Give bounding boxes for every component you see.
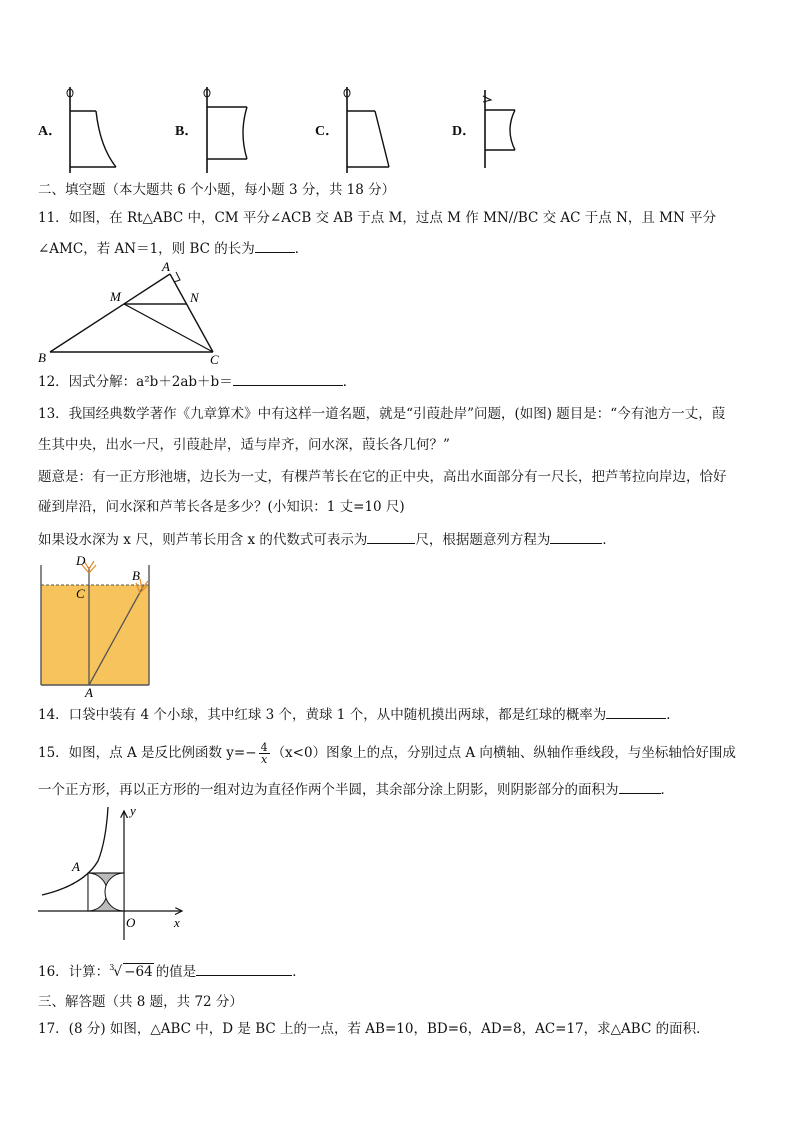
q15-line1 xyxy=(38,742,736,765)
q13-pond-figure xyxy=(36,553,156,700)
q15-answer-blank[interactable] xyxy=(619,779,661,794)
q13-answer-blank-2[interactable] xyxy=(550,529,602,544)
q15-label-a: A xyxy=(72,859,80,874)
radical-sign-icon: √ xyxy=(113,964,123,980)
q13-line5b: 尺，根据题意列方程为 xyxy=(415,532,551,548)
q11-label-c: C xyxy=(210,352,219,367)
q12 xyxy=(38,371,356,392)
q13-line1: 13．我国经典数学著作《九章算术》中有这样一道名题，就是“引葭赴岸”问题，(如图) 题目是：“今有池方一丈，葭 xyxy=(38,406,726,422)
q15-label-y: y xyxy=(130,803,136,818)
option-c-label: C． xyxy=(315,124,340,139)
q16-end: ． xyxy=(292,964,306,980)
q16-text2: 的值是 xyxy=(155,964,197,980)
q13-line4: 碰到岸沿，问水深和芦苇长各是多少？(小知识：1 丈=10 尺) xyxy=(38,499,405,515)
q13-line2: 生其中央，出水一尺，引葭赴岸，适与岸齐，问水深，葭长各几何？” xyxy=(38,437,450,453)
q15-label-x: x xyxy=(174,915,180,930)
q15-end: ． xyxy=(660,782,674,798)
q16-radicand: −64 xyxy=(124,964,153,980)
option-b-figure xyxy=(195,85,265,175)
q13-label-d: D xyxy=(76,553,86,568)
q11-triangle-figure xyxy=(38,259,238,368)
q14-text: 14．口袋中装有 4 个小球，其中红球 3 个，黄球 1 个，从中随机摸出两球，都是红球的概率为 xyxy=(38,707,607,723)
q15-graph-figure xyxy=(36,805,196,945)
q15-frac-num: 4 xyxy=(260,741,268,754)
q14 xyxy=(38,704,680,725)
q15-line2 xyxy=(38,779,674,800)
q11-label-b: B xyxy=(38,350,46,365)
q17-text: 17．(8 分) 如图，△ABC 中，D 是 BC 上的一点，若 AB=10，BD=6，AD=8，AC=17，求△ABC 的面积． xyxy=(38,1021,710,1037)
q15-frac-den: x xyxy=(260,753,268,766)
q16-text: 16．计算： xyxy=(38,964,110,980)
q11-label-m: M xyxy=(110,289,121,304)
option-a-figure xyxy=(58,85,128,175)
q16 xyxy=(38,961,306,982)
option-c-figure xyxy=(335,85,405,175)
option-a-label: A． xyxy=(38,124,63,139)
q15-label-o: O xyxy=(126,915,136,930)
q15-line1b: （x<0）图象上的点，分别过点 A 向横轴、纵轴作垂线段，与坐标轴恰好围成 xyxy=(271,745,736,761)
option-b-label: B． xyxy=(175,124,199,139)
section-2-title: 二、填空题（本大题共 6 个小题，每小题 3 分，共 18 分） xyxy=(38,182,396,198)
q13-line5a: 如果设水深为 x 尺，则芦苇长用含 x 的代数式可表示为 xyxy=(38,532,368,548)
q12-answer-blank[interactable] xyxy=(233,371,343,386)
q15-fraction xyxy=(259,742,270,765)
q15-line1a: 15．如图，点 A 是反比例函数 y=− xyxy=(38,745,257,761)
q12-text: 12．因式分解：a²b＋2ab＋b＝ xyxy=(38,374,233,390)
option-d-label: D． xyxy=(452,124,477,139)
q11-line2 xyxy=(38,238,308,259)
q11-answer-blank[interactable] xyxy=(255,238,295,253)
q14-answer-blank[interactable] xyxy=(606,704,666,719)
q11-line2-text: ∠AMC，若 AN＝1，则 BC 的长为 xyxy=(38,241,255,257)
q11-line1: 11．如图，在 Rt△ABC 中，CM 平分∠ACB 交 AB 于点 M，过点 M 作 MN//BC 交 AC 于点 N，且 MN 平分 xyxy=(38,210,717,226)
q13-label-a: A xyxy=(85,685,93,700)
option-d-figure xyxy=(475,88,535,173)
q13-answer-blank-1[interactable] xyxy=(367,529,415,544)
q11-label-a: A xyxy=(162,259,170,274)
q12-end: ． xyxy=(342,374,357,390)
q13-line5 xyxy=(38,529,616,550)
section-3-title: 三、解答题（共 8 题，共 72 分） xyxy=(38,994,243,1010)
q11-label-n: N xyxy=(190,290,199,305)
q13-label-c: C xyxy=(76,586,85,601)
q13-line3: 题意是：有一正方形池塘，边长为一丈，有棵芦苇长在它的正中央，高出水面部分有一尺长，把芦苇拉向岸边，恰好 xyxy=(38,469,727,485)
q16-root-index: 3 xyxy=(109,963,115,972)
q14-end: ． xyxy=(666,707,680,723)
q13-label-b: B xyxy=(132,568,140,583)
q11-end: ． xyxy=(294,241,309,257)
q16-radical xyxy=(109,962,154,982)
q15-line2-text: 一个正方形，再以正方形的一组对边为直径作两个半圆，其余部分涂上阴影，则阴影部分的面积为 xyxy=(38,782,619,798)
q13-end: ． xyxy=(602,532,616,548)
q16-answer-blank[interactable] xyxy=(196,961,292,976)
